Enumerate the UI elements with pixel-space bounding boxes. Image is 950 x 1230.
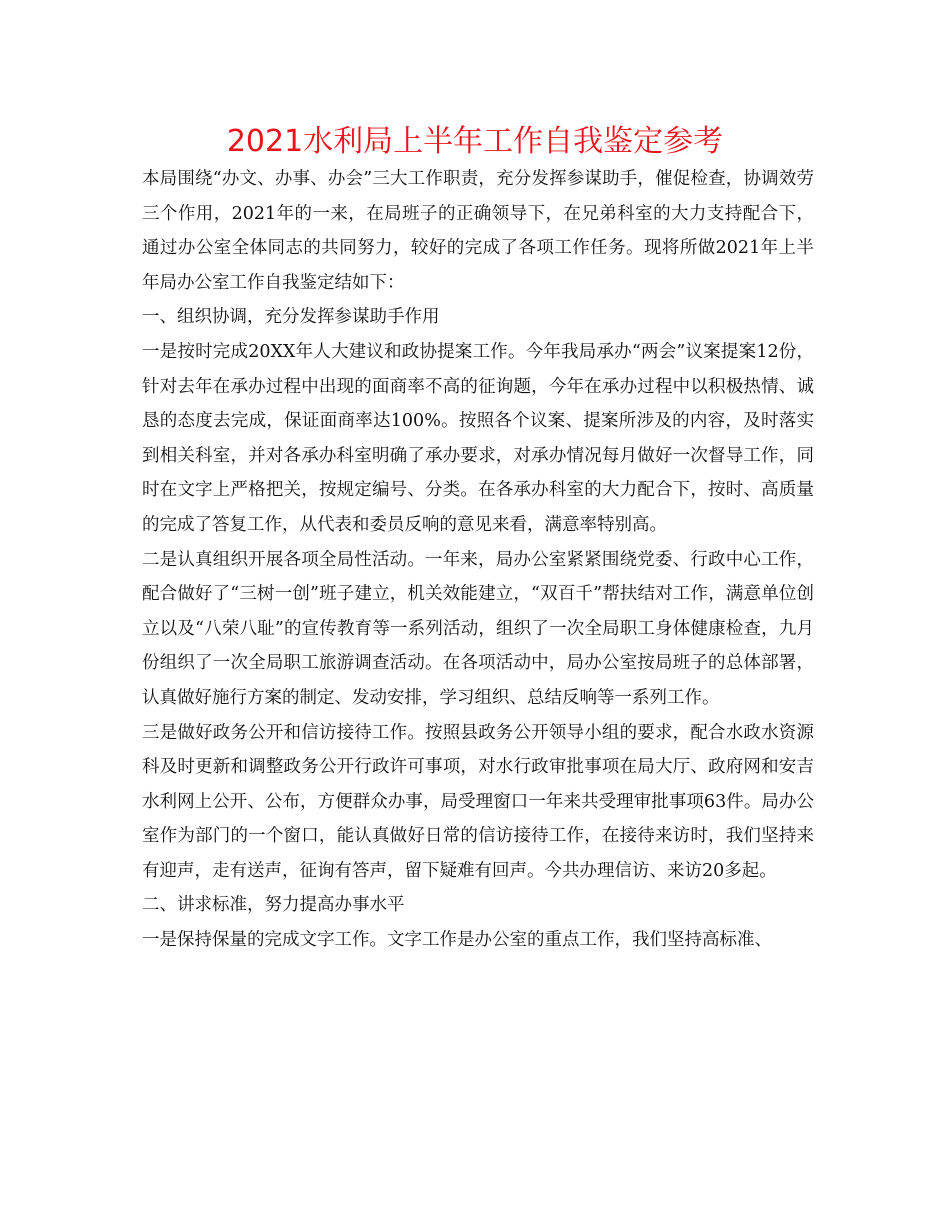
paragraph-public-affairs: 三是做好政务公开和信访接待工作。按照县政务公开领导小组的要求，配合水政水资源科及时更新和调整政务公开行政许可事项，对水行政审批事项在局大厅、政府网和安吉水利网上公开、公布，方便群众办事，局受理窗口一年来共受理审批事项63件。局办公室作为部门的一个窗口，能认真做好日常的信访接待工作，在接待来访时，我们坚持来有迎声，走有送声，征询有答声，留下疑难有回声。今共办理信访、来访20多起。 bbox=[142, 722, 814, 881]
section-heading-2: 二、讲求标准，努力提高办事水平 bbox=[142, 895, 405, 916]
section-heading-1: 一、组织协调，充分发挥参谋助手作用 bbox=[142, 307, 440, 328]
paragraph-intro: 本局围绕“办文、办事、办会”三大工作职责，充分发挥参谋助手，催促检查，协调效劳三个作用，2021年的一来，在局班子的正确领导下，在兄弟科室的大力支持配合下，通过办公室全体同志的共同努力，较好的完成了各项工作任务。现将所做2021年上半年局办公室工作自我鉴定结如下： bbox=[142, 169, 814, 293]
paragraph-activities: 二是认真组织开展各项全局性活动。一年来，局办公室紧紧围绕党委、行政中心工作，配合做好了“三树一创”班子建立，机关效能建立，“双百千”帮扶结对工作，满意单位创立以及“八荣八耻”的宣传教育等一系列活动，组织了一次全局职工身体健康检查，九月份组织了一次全局职工旅游调查活动。在各项活动中，局办公室按局班子的总体部署，认真做好施行方案的制定、发动安排，学习组织、总结反响等一系列工作。 bbox=[142, 549, 814, 708]
paragraph-proposals: 一是按时完成20XX年人大建议和政协提案工作。今年我局承办“两会”议案提案12份，针对去年在承办过程中出现的面商率不高的征询题，今年在承办过程中以积极热情、诚恳的态度去完成，保证面商率达100%。按照各个议案、提案所涉及的内容，及时落实到相关科室，并对各承办科室明确了承办要求，对承办情况每月做好一次督导工作，同时在文字上严格把关，按规定编号、分类。在各承办科室的大力配合下，按时、高质量的完成了答复工作，从代表和委员反响的意见来看，满意率特别高。 bbox=[142, 341, 814, 535]
document-body bbox=[142, 162, 814, 958]
paragraph-writing: 一是保持保量的完成文字工作。文字工作是办公室的重点工作，我们坚持高标准、 bbox=[142, 930, 772, 951]
document-title: 2021水利局上半年工作自我鉴定参考 bbox=[226, 124, 724, 159]
